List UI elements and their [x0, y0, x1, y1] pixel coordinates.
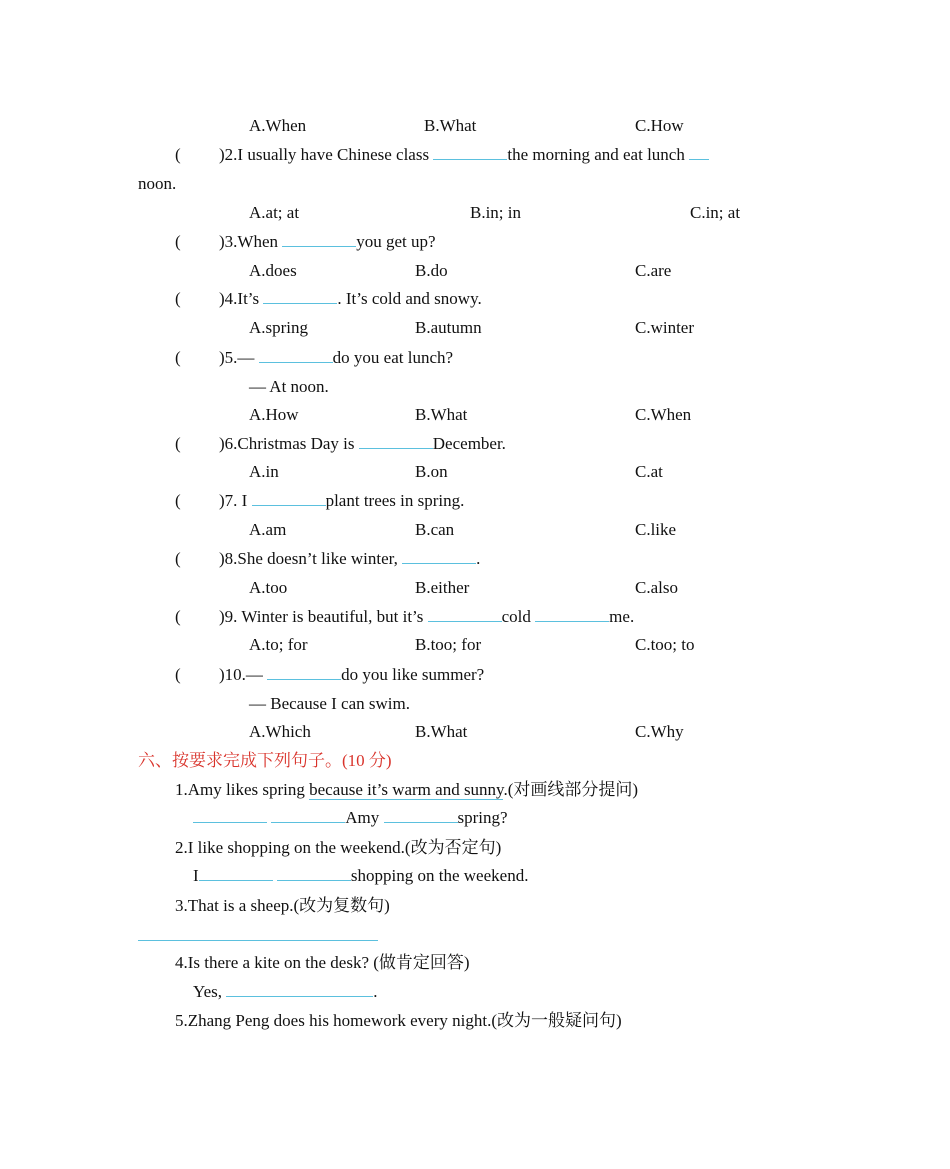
q2-option-b: B.in; in: [470, 203, 522, 222]
q1-option-a: A.When: [249, 116, 307, 135]
blank[interactable]: [384, 808, 458, 823]
blank[interactable]: [252, 491, 326, 506]
blank[interactable]: [402, 549, 476, 564]
q8-paren: (: [175, 549, 181, 568]
blank[interactable]: [226, 982, 373, 997]
q3-paren: (: [175, 232, 181, 251]
q5-option-a: A.How: [249, 405, 299, 424]
q7-option-b: B.can: [415, 520, 455, 539]
s6-q3-answer-line[interactable]: [138, 940, 378, 941]
q10-option-b: B.What: [415, 722, 468, 741]
q1-option-c: C.How: [635, 116, 684, 135]
q2-question: )2.I usually have Chinese class the morning and eat lunch: [219, 145, 709, 165]
q1-option-b: B.What: [424, 116, 477, 135]
q6-option-c: C.at: [635, 462, 663, 481]
blank[interactable]: [428, 607, 502, 622]
q4-option-c: C.winter: [635, 318, 695, 337]
q3-option-c: C.are: [635, 261, 672, 280]
q6-option-a: A.in: [249, 462, 279, 481]
s6-q3: 3.That is a sheep.(改为复数句): [175, 896, 390, 915]
section6-title: 六、按要求完成下列句子。(10 分): [138, 751, 392, 770]
q5-option-b: B.What: [415, 405, 468, 424]
q9-option-b: B.too; for: [415, 635, 482, 654]
blank[interactable]: [263, 289, 337, 304]
q5-paren: (: [175, 348, 181, 367]
q10-paren: (: [175, 665, 181, 684]
q5-question: )5.— do you eat lunch?: [219, 348, 454, 367]
q4-question: )4.It’s . It’s cold and snowy.: [219, 289, 482, 308]
q9-question: )9. Winter is beautiful, but it’s cold me.: [219, 607, 635, 626]
q6-option-b: B.on: [415, 462, 448, 481]
q2-option-c: C.in; at: [690, 203, 741, 222]
q8-option-a: A.too: [249, 578, 288, 597]
s6-q1-answer: Amy spring?: [193, 808, 508, 828]
q6-paren: (: [175, 434, 181, 453]
q10-answer: — Because I can swim.: [249, 694, 410, 713]
q6-question: )6.Christmas Day is December.: [219, 434, 506, 453]
q8-question: )8.She doesn’t like winter, .: [219, 549, 481, 568]
blank[interactable]: [433, 145, 507, 160]
s6-q4: 4.Is there a kite on the desk? (做肯定回答): [175, 953, 470, 972]
q3-option-b: B.do: [415, 261, 448, 280]
q8-option-c: C.also: [635, 578, 678, 597]
q7-option-c: C.like: [635, 520, 677, 539]
blank[interactable]: [689, 145, 709, 160]
q7-question: )7. I plant trees in spring.: [219, 491, 465, 510]
blank[interactable]: [193, 808, 267, 823]
q2-option-a: A.at; at: [249, 203, 300, 222]
blank[interactable]: [359, 434, 433, 449]
q5-option-c: C.When: [635, 405, 692, 424]
blank[interactable]: [282, 232, 356, 247]
s6-q2: 2.I like shopping on the weekend.(改为否定句): [175, 838, 502, 857]
q4-option-b: B.autumn: [415, 318, 482, 337]
q4-paren: (: [175, 289, 181, 308]
q3-question: )3.When you get up?: [219, 232, 436, 251]
q7-paren: (: [175, 491, 181, 510]
blank[interactable]: [267, 665, 341, 680]
q3-option-a: A.does: [249, 261, 297, 280]
blank[interactable]: [199, 866, 273, 881]
q4-option-a: A.spring: [249, 318, 309, 337]
q2-paren: (: [175, 145, 181, 164]
q8-option-b: B.either: [415, 578, 470, 597]
q9-option-a: A.to; for: [249, 635, 308, 654]
s6-q1: 1.Amy likes spring because it’s warm and sunny.(对画线部分提问): [175, 780, 639, 799]
q10-option-a: A.Which: [249, 722, 311, 741]
q7-option-a: A.am: [249, 520, 287, 539]
blank[interactable]: [535, 607, 609, 622]
q5-answer: — At noon.: [249, 377, 329, 396]
q2-continuation: noon.: [138, 174, 177, 193]
blank[interactable]: [277, 866, 351, 881]
s6-q5: 5.Zhang Peng does his homework every night.(改为一般疑问句): [175, 1011, 622, 1030]
s6-q4-answer: Yes, .: [193, 982, 378, 1001]
blank[interactable]: [259, 348, 333, 363]
blank[interactable]: [271, 808, 345, 823]
s6-q2-answer: I shopping on the weekend.: [193, 866, 529, 885]
underlined-phrase: because it’s warm and sunny: [309, 780, 504, 799]
q10-question: )10.— do you like summer?: [219, 665, 485, 684]
q10-option-c: C.Why: [635, 722, 684, 741]
q9-option-c: C.too; to: [635, 635, 695, 654]
q9-paren: (: [175, 607, 181, 626]
